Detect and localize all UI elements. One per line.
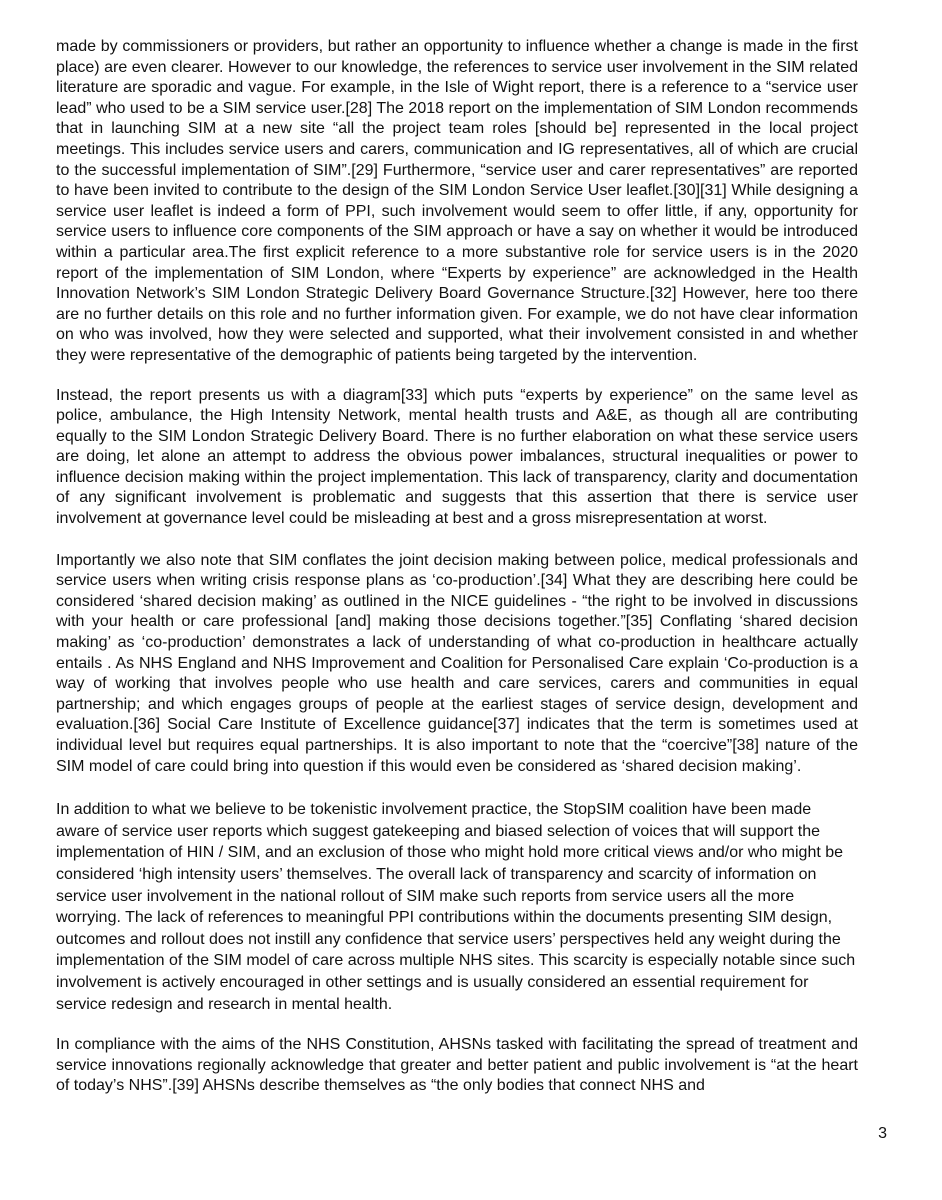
paragraph-co-production: Importantly we also note that SIM conflates the joint decision making between police, medical professionals and service users when writing crisis response plans as ‘co-production’.[34] What they are describing here could be considered ‘shared decision making’ as outlined in the NICE guidelines - “the right to be involved in discussions with your health or care professional [and] making those decisions together.”[35] Conflating ‘shared decision making’ as ‘co-production’ demonstrates a lack of understanding of what co-production in healthcare actually entails . As NHS England and NHS Improvement and Coalition for Personalised Care explain ‘Co-production is a way of working that involves people who use health and care services, carers and communities in equal partnership; and which engages groups of people at the earliest stages of service design, development and evaluation.[36] Social Care Institute of Excellence guidance[37] indicates that the term is sometimes used at individual level but requires equal partnerships. It is also important to note that the “coercive”[38] nature of the SIM model of care could bring into question if this would even be considered as ‘shared decision making’. (56, 551, 858, 775)
paragraph-tokenistic-involvement: In addition to what we believe to be tokenistic involvement practice, the StopSIM coalition have been made aware of service user reports which suggest gatekeeping and biased selection of voices that will support the implementation of HIN / SIM, and an exclusion of those who might hold more critical views and/or who might be considered ‘high intensity users’ themselves. The overall lack of transparency and scarcity of information on service user involvement in the national rollout of SIM make such reports from service users all the more worrying. The lack of references to meaningful PPI contributions within the documents presenting SIM design, outcomes and rollout does not instill any confidence that service users’ perspectives held any weight during the implementation of the SIM model of care across multiple NHS sites. This scarcity is especially notable since such involvement is actively encouraged in other settings and is usually considered an essential requirement for service redesign and research in mental health. (56, 801, 856, 1013)
page-number: 3 (878, 1125, 887, 1142)
paragraph-service-user-references: made by commissioners or providers, but rather an opportunity to influence whether a change is made in the first place) are even clearer. However to our knowledge, the references to service user involvement in the SIM related literature are sporadic and vague. For example, in the Isle of Wight report, there is a reference to a “service user lead” who used to be a SIM service user.[28] The 2018 report on the implementation of SIM London recommends that in launching SIM at a new site “all the project team roles [should be] represented in the local project meetings. This includes service users and carers, communication and IG representatives, all of which are crucial to the successful implementation of SIM”.[29] Furthermore, “service user and carer representatives” are reported to have been invited to contribute to the design of the SIM London Service User leaflet.[30][31] While designing a service user leaflet is indeed a form of PPI, such involvement would seem to offer little, if any, opportunity for service users to influence core components of the SIM approach or have a say on whether it would be introduced within a particular area.The first explicit reference to a more substantive role for service users is in the 2020 report of the implementation of SIM London, where “Experts by experience” are acknowledged in the Health Innovation Network’s SIM London Strategic Delivery Board Governance Structure.[32] However, here too there are no further details on this role and no further information given. For example, we do not have clear information on who was involved, how they were selected and supported, what their involvement consisted in and whether they were representative of the demographic of patients being targeted by the intervention. (56, 38, 858, 364)
paragraph-diagram-experts: Instead, the report presents us with a diagram[33] which puts “experts by experience” on the same level as police, ambulance, the High Intensity Network, mental health trusts and A&E, as though all are contributing equally to the SIM London Strategic Delivery Board. There is no further elaboration on what these service users are doing, let alone an attempt to address the obvious power imbalances, structural inequalities or power to influence decision making within the project implementation. This lack of transparency, clarity and documentation of any significant involvement is problematic and suggests that this assertion that there is service user involvement at governance level could be misleading at best and a gross misrepresentation at worst. (56, 386, 858, 528)
paragraph-nhs-constitution: In compliance with the aims of the NHS Constitution, AHSNs tasked with facilitating the spread of treatment and service innovations regionally acknowledge that greater and better patient and public involvement is “at the heart of today’s NHS”.[39] AHSNs describe themselves as “the only bodies that connect NHS and (56, 1036, 858, 1095)
